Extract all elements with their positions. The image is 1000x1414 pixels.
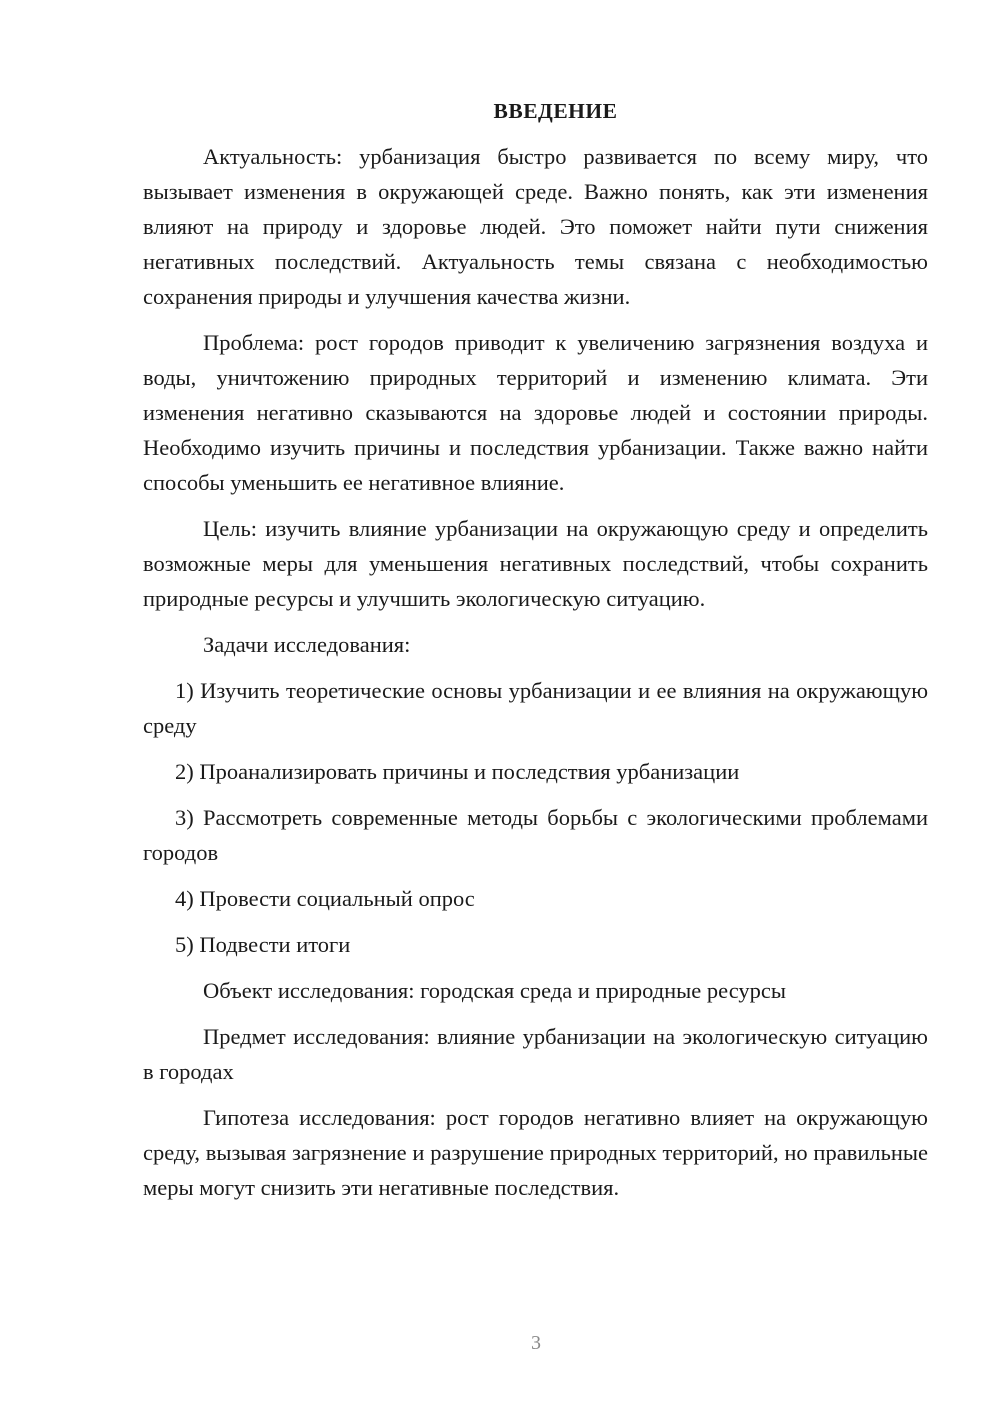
page-content: [143, 94, 928, 1216]
hypothesis-paragraph: Гипотеза исследования: рост городов негативно влияет на окружающую среду, вызывая загрязнение и разрушение природных территорий, но правильные меры могут снизить эти негативные последствия.: [143, 1105, 928, 1200]
subject-paragraph: Предмет исследования: влияние урбанизации на экологическую ситуацию в городах: [143, 1024, 928, 1084]
relevance-paragraph: Актуальность: урбанизация быстро развивается по всему миру, что вызывает изменения в окружающей среде. Важно понять, как эти изменения влияют на природу и здоровье людей. Это поможет найти пути снижения негативных последствий. Актуальность темы связана с необходимостью сохранения природы и улучшения качества жизни.: [143, 144, 928, 309]
task-item-1: 1) Изучить теоретические основы урбанизации и ее влияния на окружающую среду: [143, 678, 928, 738]
object-paragraph: Объект исследования: городская среда и природные ресурсы: [203, 978, 787, 1003]
task-item-3: 3) Рассмотреть современные методы борьбы с экологическими проблемами городов: [143, 805, 928, 865]
page-number: 3: [531, 1332, 541, 1354]
tasks-heading: Задачи исследования:: [203, 632, 411, 657]
task-item-5: 5) Подвести итоги: [175, 932, 351, 957]
page-title: ВВЕДЕНИЕ: [493, 99, 618, 123]
problem-paragraph: Проблема: рост городов приводит к увеличению загрязнения воздуха и воды, уничтожению природных территорий и изменению климата. Эти изменения негативно сказываются на здоровье людей и состоянии природы. Необходимо изучить причины и последствия урбанизации. Также важно найти способы уменьшить ее негативное влияние.: [143, 330, 928, 495]
task-item-4: 4) Провести социальный опрос: [175, 886, 475, 911]
goal-paragraph: Цель: изучить влияние урбанизации на окружающую среду и определить возможные меры для уменьшения негативных последствий, чтобы сохранить природные ресурсы и улучшить экологическую ситуацию.: [143, 516, 928, 611]
task-item-2: 2) Проанализировать причины и последствия урбанизации: [175, 759, 740, 784]
